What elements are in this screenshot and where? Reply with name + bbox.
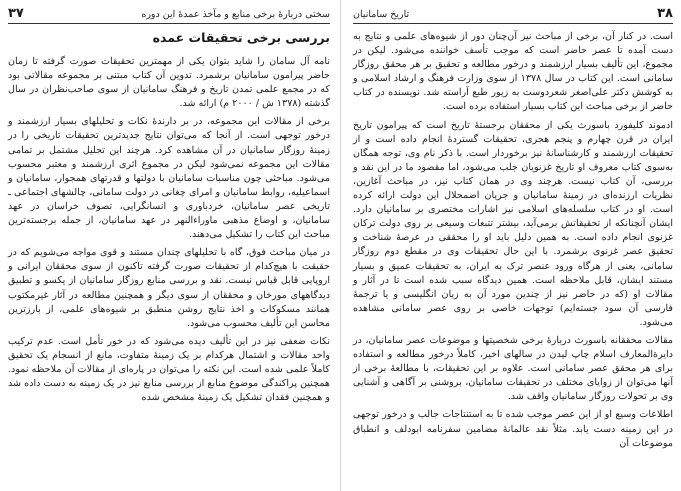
paragraph: برخی از مقالات این مجموعه، در بر دارندهٔ نکات و تحلیلهای بسیار ارزشمند و درخور توجهی است. از آنجا که می‌توان نتایج جدیدترین تحقیقات تاریخی را در زمینهٔ روزگار سامانیان در آن مشاهده کرد. هرچند این تجلیل مشتمل بر تمامی مقالات این مجموعه نمی‌شود لیکن در مجموع اثری ارزشمند و معتبر محسوب می‌شود. مباحثی چون مناسبات سامانیان با دولتها و قدرتهای همجوار، سامانیان و اسماعیلیه، روابط سامانیان و امرای چغانی در دولت سامانی، چالشهای اجتماعی ـ تاریخی عصر سامانیان، خردباوری و انسانگرایی، تصوف خراسان در عهد سامانیان، و اوضاع مذهبی ماوراءالنهر در عهد سامانیان، از جمله برجسته‌ترین مباحث این کتاب را تشکیل می‌دهند. [8,116,330,241]
paragraph: است. در کنار آن، برخی از مباحث نیز آن‌چنان دور از شیوه‌های علمی و نتایج به دست آمده تا عصر حاضر است که موجب تأسف خواننده می‌شود. لیکن در مجموع، این تألیف بسیار ارزشمند و درخور مطالعه و تحقیق بر هر محقق روزگار سامانی است. این کتاب در سال ۱۳۷۸ از سوی وزارت فرهنگ و ارشاد اسلامی و به کوشش دکتر علی‌اصغر شعردوست به زیور طبع آراسته شد. نویسنده در کتاب حاضر از برخی مباحث این کتاب بسیار استفاده برده است. [353,31,673,113]
paragraph: در میان مباحث فوق، گاه با تحلیلهای چندان مستند و قوی مواجه می‌شویم که در حقیقت با هیچ‌کدام از تحقیقات صورت گرفته تاکنون از سوی محققان ایرانی و اروپایی قابل قیاس نیست. نقد و بررسی منابع روزگار سامانیان از یکسو و تطبیق دیدگاههای مورخان و محققان از سوی دیگر و همچنین مطالعه در آثار غیرمکتوب همانند مسکوکات و اخذ نتایج روشن منطبق بر شیوه‌های علمی، از بارزترین محاسن این تألیف محسوب می‌شود. [8,247,330,329]
section-title: بررسی برخی تحقیقات عمده [152,30,330,45]
paragraph: نامه آل سامان را شاید بتوان یکی از مهمترین تحقیقات صورت گرفته تا زمان حاضر پیرامون سامانیان برشمرد. تدوین آن کتاب مبتنی بر مجموعه مقالاتی بود که در مجمع علمی تمدن تاریخ و فرهنگ سامانیان از سوی صاحب‌نظران در سال گذشته (۱۳۷۸ ش / ۲۰۰۰ م) ارائه شد. [8,56,330,110]
right-page [341,0,681,491]
paragraph: مقالات محققانه باسورث دربارهٔ برخی شخصیتها و موضوعات عصر سامانیان، در دایرةالمعارف اسلام چاپ لیدن در سالهای اخیر، کاملاً درخور مطالعه و استفاده برای هر محقق عصر سامانی است. علاوه بر این تحقیقات، با مطالعهٔ برخی از آنها می‌توان از زوایای مختلف در تحقیقات سامانیان، بروشنی بر آگاهی و آشنایی وی بر تحولات روزگار سامانیان واقف شد. [353,334,673,403]
left-page [0,0,340,491]
right-header [353,0,673,24]
paragraph: ادموند کلیفورد باسورث یکی از محققان برجستهٔ تاریخ است که پیرامون تاریخ ایران در قرن چهارم و پنجم هجری، تحقیقات گستردهٔ انجام داده است و از تحقیقات ارزشمند و کارشناسانهٔ نیز برخوردار است. با ذکر نام وی، توجه همگان به‌سوی کتاب معروف او تاریخ غزنویان جلب می‌شود، اما مقصود ما در این نقد و بررسی، آن کتاب نیست. هرچند وی در همان کتاب نیز، در مباحث آغازین، نظریات ارزنده‌ای در زمینهٔ سامانیان و جریان اضمحلال این دولت ارائه کرده است. او در کتاب سلسله‌های اسلامی نیز اشارات مختصری بر سامانیان دارد. ایشان آنچنانکه از تحقیقاتش برمی‌آید، بیشتر تتبعات وسیعی بر روی دولت ترکان غزنوی انجام داده است. به همین دلیل باید او را محققی در عرصهٔ شناخت و تحقیق عصر غزنوی برشمرد. با این حال تحقیقات وی در مقطع دوم روزگار سامانی، یعنی از هرگاه ورود عنصر ترک به ایران، به تحقیقات عمیق و بسیار مستند ایشان، قابل ملاحظه است. همین دیدگاه سبب شده است تا در آثار و مقالات او (که در حاضر نیز از چندین مورد آن به زبان انگلیسی و یا ترجمهٔ فارسی آن سود جسته‌ایم) توجهات خاصی بر روی عصر سامانی مشاهده می‌شود. [353,119,673,328]
running-head: سختی دربارهٔ برخی منابع و مآخذ عمدهٔ این دوره [141,9,330,20]
left-header [8,0,330,24]
paragraph: اطلاعات وسیع او از این عصر موجب شده تا به استنتاجات جالب و درخور توجهی در این زمینه دست یابد. مثلاً نقد عالمانهٔ مضامین سفرنامه ابودلف و انطباق موضوعات آن [353,409,673,449]
page-number: ۳۸ [657,6,673,21]
running-head: تاریخ سامانیان [353,9,410,20]
paragraph: نکات ضعفی نیز در این تألیف دیده می‌شود که در خور تأمل است. عدم ترکیب واحد مقالات و اشتمال هرکدام بر یک زمینهٔ متفاوت، مانع از انسجام یک تحقیق کاملاً علمی شده است. این نکته را می‌توان در پاره‌ای از مقالات آن ملاحظه نمود. همچنین پراکندگی موضوع منابع از بررسی منابع نیز در یک زمینه به دست داده شد و همچنین فقدان تشکیل یک زمینهٔ مشخص شده [8,335,330,404]
page-number: ۳۷ [8,6,24,21]
